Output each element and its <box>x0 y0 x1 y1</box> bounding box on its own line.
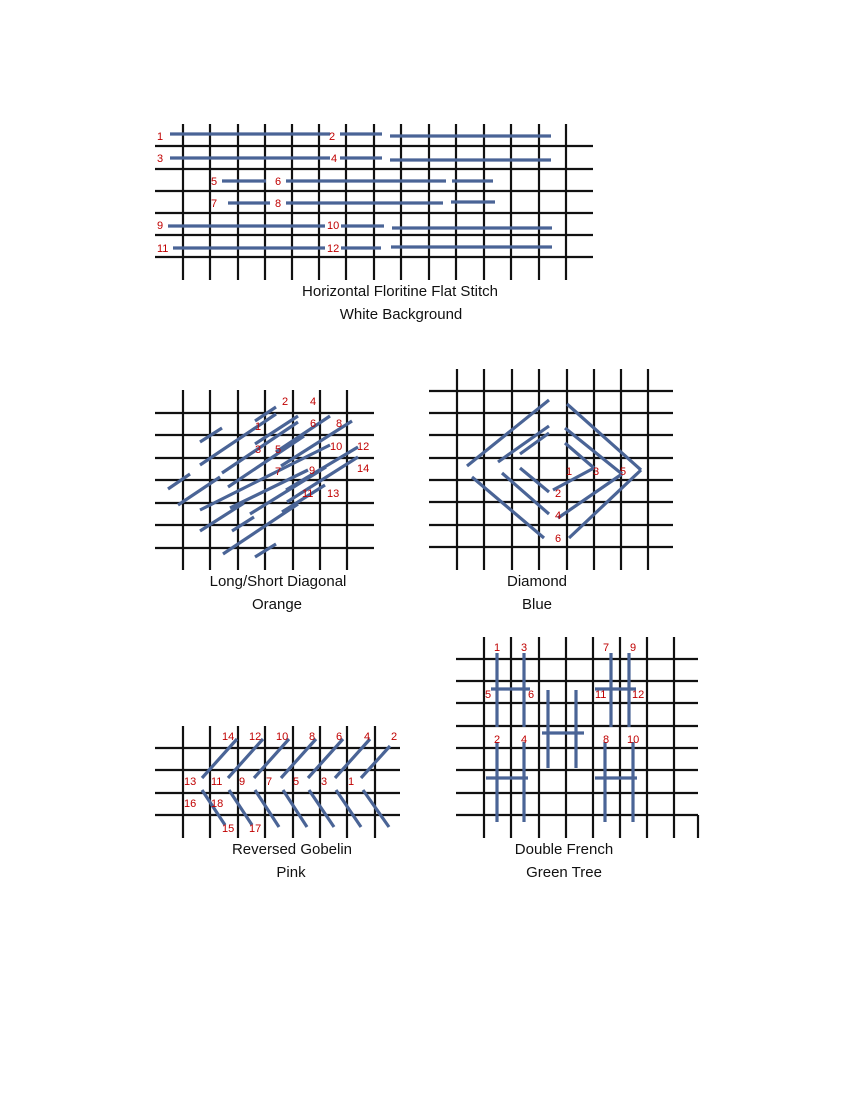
diagram-subtitle: Pink <box>276 864 306 881</box>
diagram-title: Long/Short Diagonal <box>209 573 347 590</box>
stitch-label: 4 <box>555 510 562 522</box>
stitch-label: 13 <box>184 776 197 788</box>
stitch-label: 10 <box>327 220 340 232</box>
stitch-label: 4 <box>521 734 528 746</box>
diagram-title: Diamond <box>506 573 568 590</box>
stitch-label: 5 <box>485 689 492 701</box>
stitch-label: 6 <box>310 418 317 430</box>
stitch-label: 6 <box>336 731 343 743</box>
stitch-label: 11 <box>157 243 169 255</box>
stitch-label: 2 <box>494 734 501 746</box>
stitch-label: 4 <box>331 153 338 165</box>
stitch-label: 7 <box>266 776 273 788</box>
stitch-label: 12 <box>357 441 370 453</box>
stitch-label: 14 <box>357 463 370 475</box>
stitch-label: 6 <box>555 533 562 545</box>
stitch-label: 14 <box>222 731 235 743</box>
canvas-grid <box>155 390 374 570</box>
stitch-label: 1 <box>566 466 573 478</box>
stitch-label: 7 <box>211 198 218 210</box>
diagram-title: Reversed Gobelin <box>231 841 353 858</box>
stitch-lines <box>467 400 641 538</box>
diagram-diamond <box>429 369 673 613</box>
stitch-label: 11 <box>211 776 223 788</box>
stitch-label: 10 <box>330 441 343 453</box>
stitch-label: 12 <box>327 243 340 255</box>
stitch-label: 18 <box>211 798 224 810</box>
stitch-label: 10 <box>276 731 289 743</box>
stitch-label: 5 <box>620 466 627 478</box>
diagram-double-french <box>456 637 698 881</box>
stitch-label: 15 <box>222 823 235 835</box>
stitch-labels <box>157 131 339 255</box>
diagram-subtitle: White Background <box>339 306 463 323</box>
stitch-label: 2 <box>391 731 398 743</box>
diagram-long-short-diagonal <box>155 390 374 613</box>
stitch-label: 1 <box>255 421 262 433</box>
stitch-label: 8 <box>309 731 316 743</box>
stitch-label: 1 <box>494 642 501 654</box>
stitch-label: 11 <box>595 689 607 701</box>
stitch-label: 4 <box>310 396 317 408</box>
diagram-subtitle: Green Tree <box>526 864 602 881</box>
stitch-label: 3 <box>157 153 164 165</box>
stitch-label: 8 <box>603 734 610 746</box>
stitch-label: 6 <box>528 689 535 701</box>
stitch-label: 8 <box>336 418 343 430</box>
canvas-grid <box>429 369 673 570</box>
stitch-label: 7 <box>603 642 610 654</box>
diagram-title: Horizontal Floritine Flat Stitch <box>302 283 498 300</box>
stitch-label: 2 <box>555 488 562 500</box>
stitch-label: 5 <box>275 444 282 456</box>
stitch-label: 9 <box>630 642 637 654</box>
stitch-label: 16 <box>184 798 197 810</box>
stitch-label: 1 <box>157 131 164 143</box>
diagram-title: Double French <box>514 841 614 858</box>
diagram-subtitle: Orange <box>251 596 303 613</box>
stitch-label: 3 <box>321 776 328 788</box>
stitch-label: 7 <box>275 466 282 478</box>
stitch-label: 1 <box>348 776 355 788</box>
stitch-label: 4 <box>364 731 371 743</box>
stitch-label: 9 <box>309 465 316 477</box>
diagram-subtitle: Blue <box>521 596 553 613</box>
stitch-label: 12 <box>249 731 262 743</box>
stitch-label: 3 <box>521 642 528 654</box>
stitch-label: 3 <box>593 466 600 478</box>
stitch-label: 8 <box>275 198 282 210</box>
stitch-label: 2 <box>329 131 336 143</box>
stitch-lines <box>168 407 358 557</box>
stitch-label: 3 <box>255 444 262 456</box>
stitch-label: 2 <box>282 396 289 408</box>
stitch-label: 10 <box>627 734 640 746</box>
stitch-label: 9 <box>157 220 164 232</box>
stitch-label: 12 <box>632 689 645 701</box>
stitch-label: 5 <box>293 776 300 788</box>
stitch-label: 13 <box>327 488 340 500</box>
diagram-reversed-gobelin <box>155 726 400 881</box>
diagram-horizontal-florentine <box>155 124 593 323</box>
stitch-label: 5 <box>211 176 218 188</box>
stitch-label: 11 <box>302 488 314 500</box>
stitch-label: 6 <box>275 176 282 188</box>
stitch-label: 9 <box>239 776 246 788</box>
stitch-label: 17 <box>249 823 262 835</box>
